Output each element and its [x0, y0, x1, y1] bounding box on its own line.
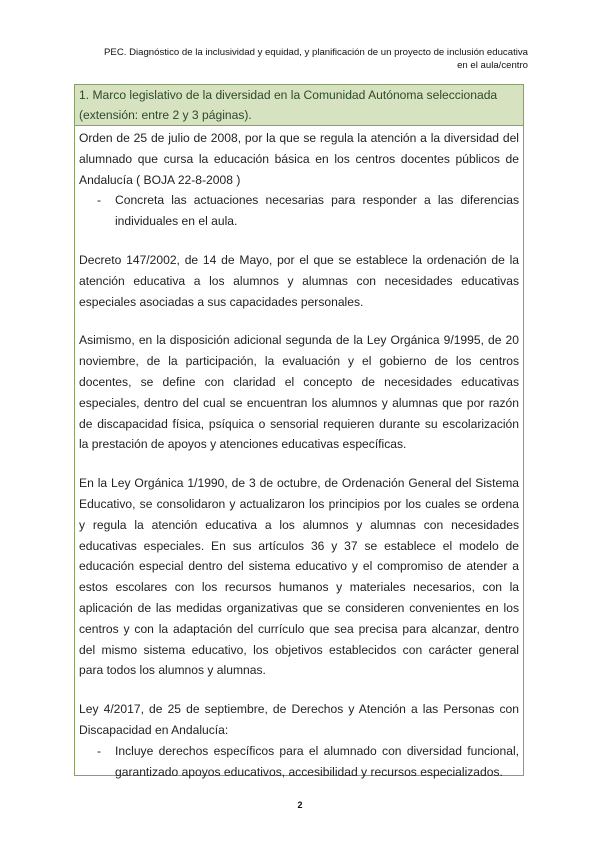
bullet-item [79, 741, 519, 783]
bullet-text: Incluye derechos específicos para el alumnado con diversidad funcional, garantizado apoyos educativos, accesibilidad y recursos especializados. [115, 743, 519, 779]
paragraph-decreto-147: Decreto 147/2002, de 14 de Mayo, por el que se establece la ordenación de la atención educativa a los alumnos y alumnas con necesidades educativas especiales asociadas a sus capacidades personales. [79, 252, 519, 309]
paragraph-lo-9-1995: Asimismo, en la disposición adicional segunda de la Ley Orgánica 9/1995, de 20 noviembre, de la participación, la evaluación y el gobierno de los centros docentes, se define con claridad el concepto de necesidades educativas especiales, dentro del cual se encuentran los alumnos y alumnas que por razón de discapacidad física, psíquica o sensorial requieren durante su escolarización la prestación de apoyos y atenciones educativas específicas. [79, 333, 519, 452]
page-number: 2 [297, 800, 303, 810]
header-line-1: PEC. Diagnóstico de la inclusividad y equidad, y planificación de un proyecto de inclusión educativa [104, 47, 528, 58]
bullet-item [79, 190, 519, 232]
paragraph-lo-1-1990: En la Ley Orgánica 1/1990, de 3 de octubre, de Ordenación General del Sistema Educativo, se consolidaron y actualizaron los principios por los cuales se ordena y regula la atención educativa a los alumnos y alumnas con necesidades educativas especiales. En sus artículos 36 y 37 se establece el modelo de educación especial dentro del sistema educativo y el compromiso de atender a estos escolares con los recursos humanos y materiales necesarios, con la aplicación de las medidas organizativas que se consideren convenientes en los centros y con la adaptación del currículo que sea precisa para alcanzar, dentro del mismo sistema educativo, los objetivos establecidos con carácter general para todos los alumnos y alumnas. [79, 476, 519, 678]
section-box [74, 84, 524, 779]
paragraph-ley-4-2017: Ley 4/2017, de 25 de septiembre, de Derechos y Atención a las Personas con Discapacidad en Andalucía: [79, 702, 519, 737]
paragraph-orden-2008: Orden de 25 de julio de 2008, por la que se regula la atención a la diversidad del alumnado que cursa la educación básica en los centros docentes públicos de Andalucía ( BOJA 22-8-2008 ) [79, 131, 519, 187]
bullet-dash: - [97, 193, 102, 208]
section-body [75, 126, 523, 782]
bullet-dash: - [97, 743, 102, 758]
section-title: 1. Marco legislativo de la diversidad en la Comunidad Autónoma seleccionada (extensión: entre 2 y 3 páginas). [75, 85, 523, 126]
bullet-text: Concreta las actuaciones necesarias para responder a las diferencias individuales en el aula. [115, 193, 519, 229]
header-line-2: en el aula/centro [457, 60, 528, 71]
page-header [58, 46, 528, 72]
